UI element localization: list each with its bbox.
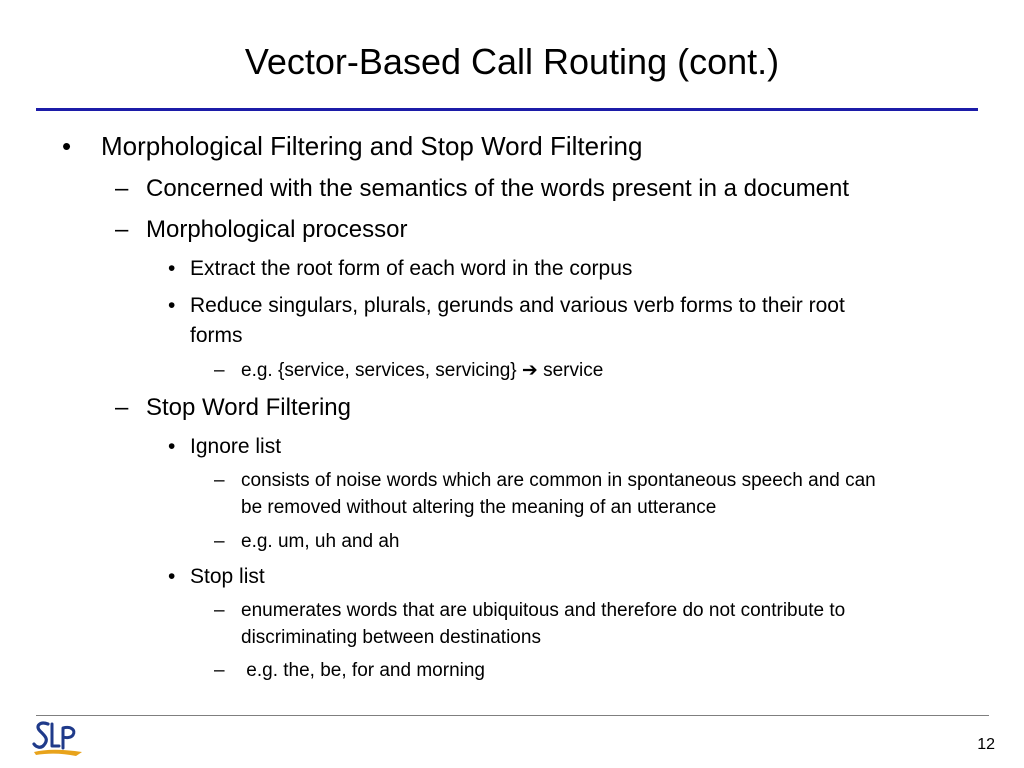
page-number: 12 [977, 736, 995, 753]
bullet-marker: • [168, 294, 176, 317]
ignore-list-example: e.g. um, uh and ah [241, 531, 400, 552]
stop-list-example: e.g. the, be, for and morning [241, 660, 485, 681]
dash-marker: – [214, 531, 225, 552]
dash-marker: – [115, 216, 129, 243]
example-service-words: e.g. {service, services, servicing} [241, 360, 517, 381]
footer-divider [36, 715, 989, 716]
bullet-marker: • [168, 565, 176, 588]
sub-sub-item-reduce-forms-line1: Reduce singulars, plurals, gerunds and various verb forms to their root [190, 294, 845, 317]
sub-sub-item-ignore-list: Ignore list [190, 435, 282, 458]
slide-title: Vector-Based Call Routing (cont.) [244, 41, 780, 82]
dash-marker: – [115, 394, 129, 421]
bullet-marker: • [62, 131, 72, 161]
ignore-list-definition-line1: consists of noise words which are common in spontaneous speech and can [241, 470, 876, 491]
sub-item-morphological-processor: Morphological processor [146, 216, 408, 243]
bullet-marker: • [168, 435, 176, 458]
title-divider [36, 108, 978, 111]
sub-sub-item-stop-list: Stop list [190, 565, 265, 588]
ignore-list-definition-line2: be removed without altering the meaning of an utterance [241, 497, 717, 518]
sub-sub-item-reduce-forms-line2: forms [190, 324, 243, 347]
sub-item-stop-word-filtering: Stop Word Filtering [146, 394, 351, 421]
slp-logo-icon [32, 718, 86, 760]
dash-marker: – [214, 360, 225, 381]
dash-marker: – [214, 600, 225, 621]
stop-list-definition-line2: discriminating between destinations [241, 627, 541, 648]
bullet-marker: • [168, 257, 176, 280]
example-service-root: service [543, 360, 604, 381]
stop-list-definition-line1: enumerates words that are ubiquitous and therefore do not contribute to [241, 600, 846, 621]
dash-marker: – [214, 470, 225, 491]
sub-sub-item-root-form: Extract the root form of each word in the corpus [190, 257, 633, 280]
bullet-item-morphological-stop-filtering: Morphological Filtering and Stop Word Filtering [101, 131, 643, 161]
dash-marker: – [214, 660, 225, 681]
example-service [241, 357, 603, 385]
sub-item-semantics: Concerned with the semantics of the words present in a document [146, 175, 850, 202]
dash-marker: – [115, 175, 129, 202]
right-arrow-icon: ➔ [521, 360, 538, 381]
